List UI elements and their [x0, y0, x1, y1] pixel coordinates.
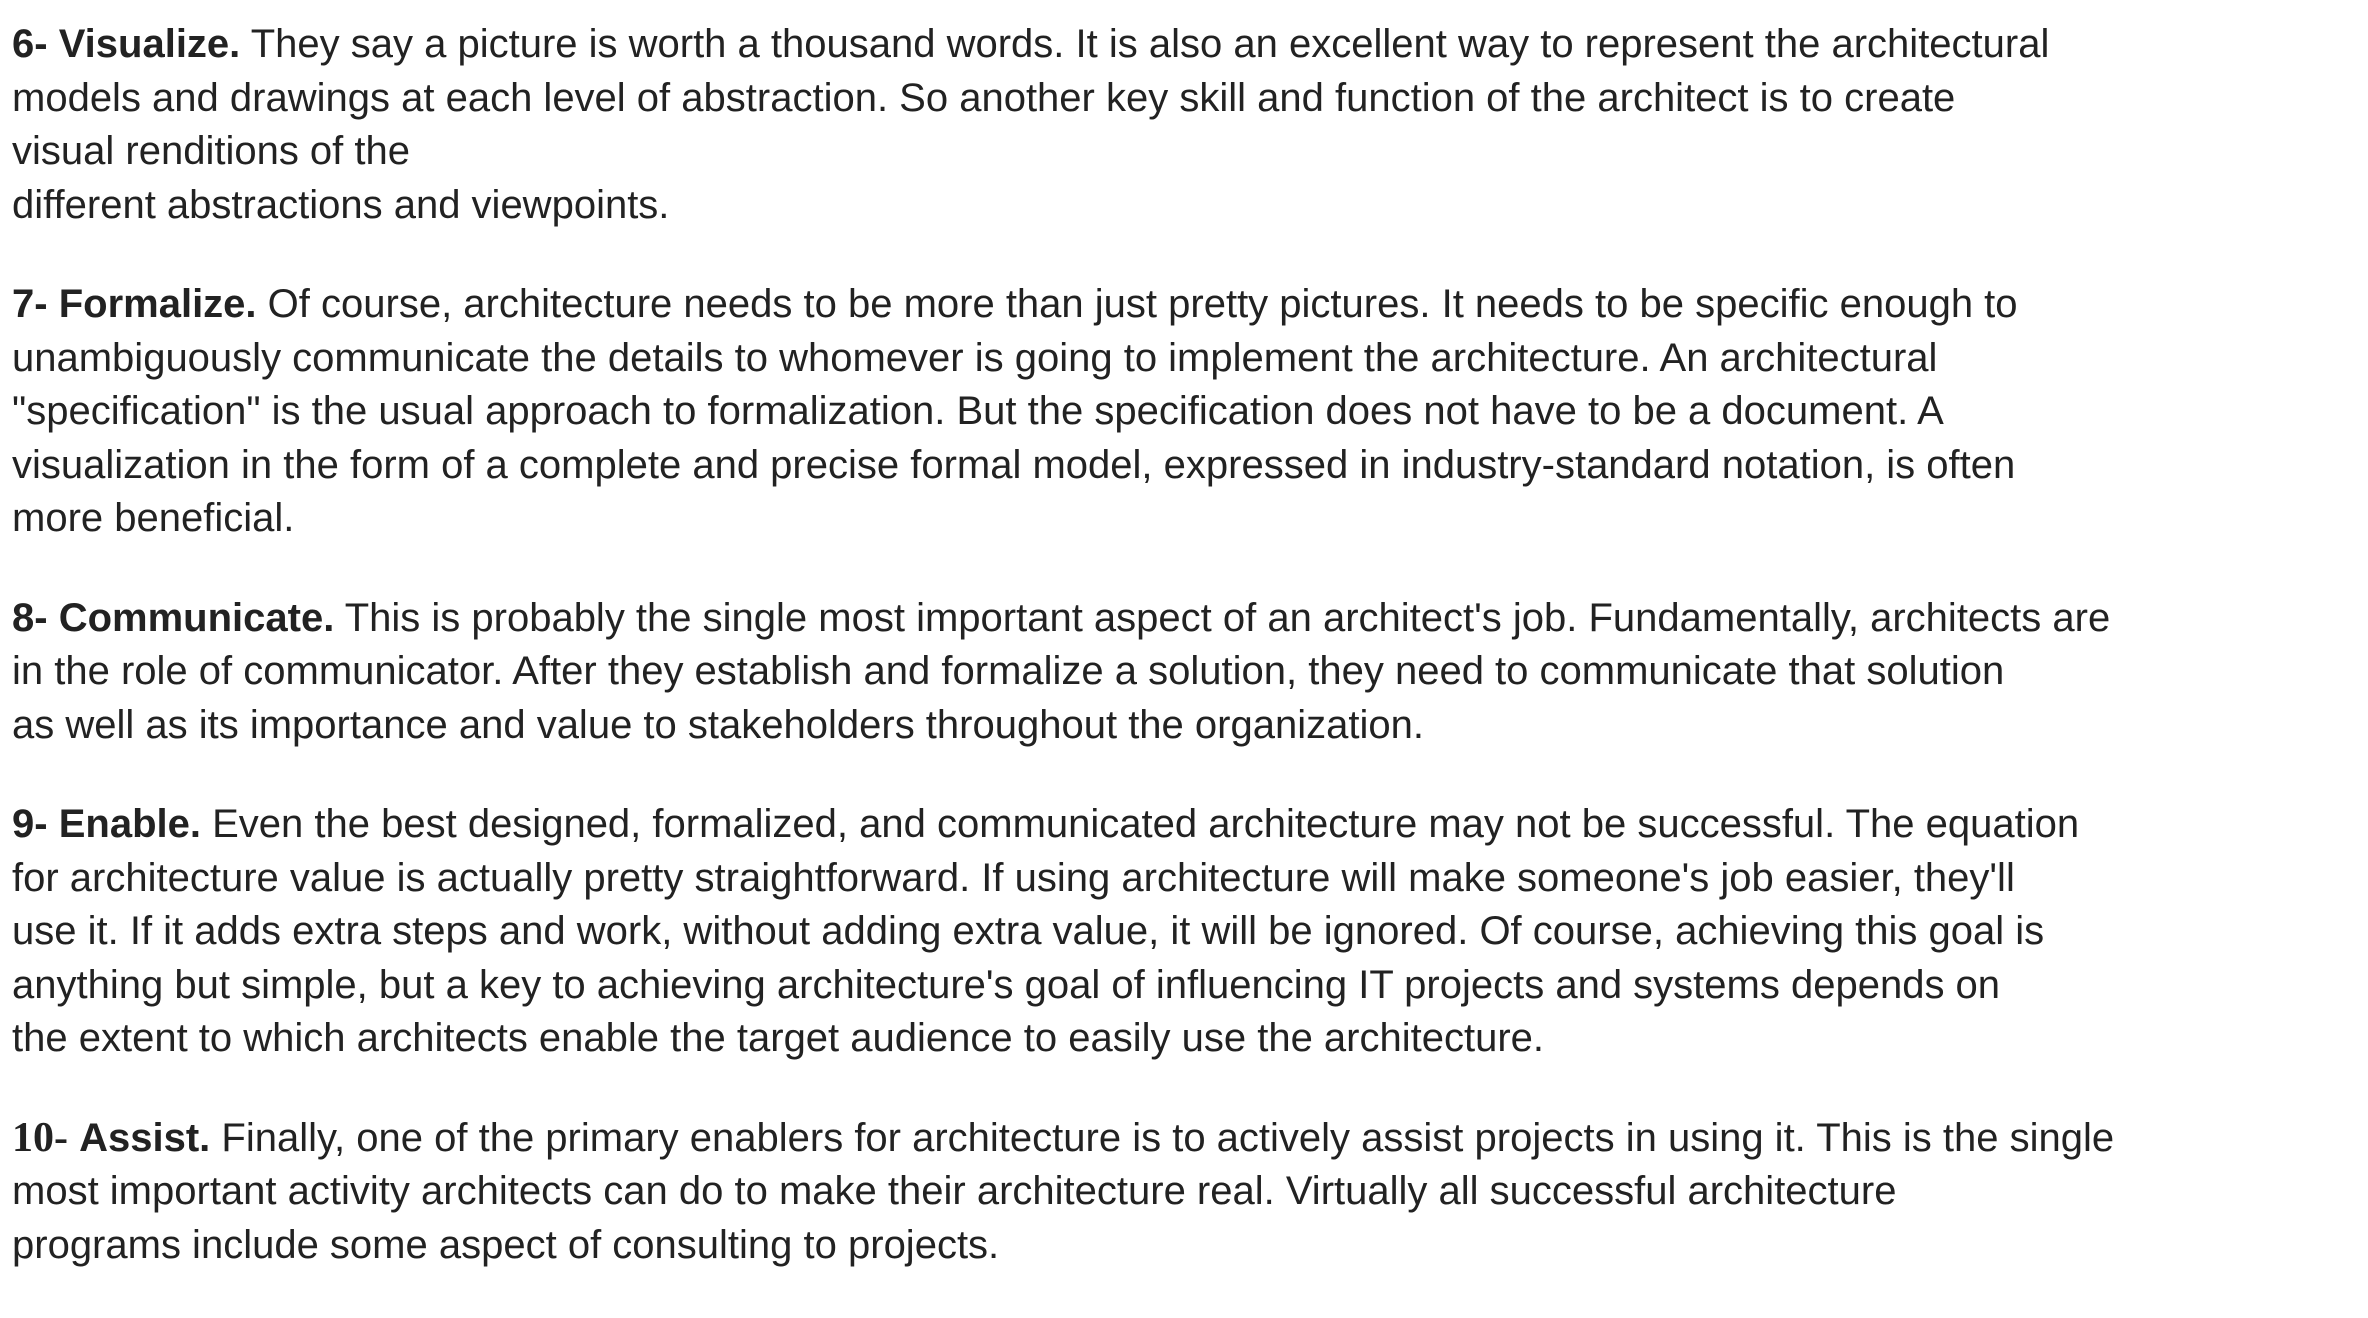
- list-item-communicate: [12, 592, 2352, 753]
- item-text-line: as well as its importance and value to stakeholders throughout the organization.: [12, 702, 1424, 747]
- item-text-line: different abstractions and viewpoints.: [12, 182, 670, 227]
- list-item-formalize: [12, 278, 2352, 546]
- item-text-line: more beneficial.: [12, 496, 295, 540]
- item-term: Communicate.: [58, 595, 335, 640]
- item-number: 10-: [12, 1114, 68, 1161]
- document-body: [12, 18, 2352, 1318]
- item-text-line: Finally, one of the primary enablers for architecture is to actively assist projects in using it. This is the single: [221, 1115, 2115, 1160]
- list-item-enable: [12, 798, 2352, 1066]
- item-term: Assist.: [79, 1115, 211, 1160]
- item-term: Visualize.: [58, 22, 241, 66]
- item-text-line: most important activity architects can do to make their architecture real. Virtually all successful architecture: [12, 1169, 1897, 1213]
- item-number: 7-: [12, 282, 48, 326]
- item-number: 6-: [12, 22, 48, 66]
- item-text-line: visualization in the form of a complete and precise formal model, expressed in industry-standard notation, is often: [12, 442, 2016, 487]
- item-text-line: "specification" is the usual approach to formalization. But the specification does not have to be a document. A: [12, 389, 1944, 433]
- item-text-line: use it. If it adds extra steps and work, without adding extra value, it will be ignored. Of course, achieving this goal is: [12, 909, 2045, 953]
- item-text-line: in the role of communicator. After they establish and formalize a solution, they need to communicate that solution: [12, 649, 2005, 693]
- item-text-line: anything but simple, but a key to achieving architecture's goal of influencing IT projects and systems depends on: [12, 962, 2001, 1007]
- item-text-line: They say a picture is worth a thousand words. It is also an excellent way to represent the architectural: [250, 22, 2050, 66]
- item-text-line: Of course, architecture needs to be more than just pretty pictures. It needs to be specific enough to: [267, 282, 2018, 326]
- list-item-visualize: [12, 18, 2352, 232]
- item-text-line: unambiguously communicate the details to whomever is going to implement the architecture. An architectural: [12, 335, 1938, 380]
- item-text-line: the extent to which architects enable the target audience to easily use the architecture.: [12, 1016, 1545, 1060]
- item-text-line: This is probably the single most important aspect of an architect's job. Fundamentally, architects are: [344, 595, 2111, 640]
- item-number: 8-: [12, 595, 48, 640]
- item-text-line: Even the best designed, formalized, and communicated architecture may not be successful. The equation: [212, 802, 2080, 846]
- item-text-line: programs include some aspect of consulting to projects.: [12, 1222, 1000, 1267]
- item-text-line: models and drawings at each level of abstraction. So another key skill and function of the architect is to create: [12, 75, 1956, 120]
- item-term: Enable.: [58, 802, 201, 846]
- item-number: 9-: [12, 802, 48, 846]
- list-item-assist: [12, 1112, 2352, 1273]
- item-term: Formalize.: [58, 282, 257, 326]
- item-text-line: visual renditions of the: [12, 129, 411, 173]
- item-text-line: for architecture value is actually pretty straightforward. If using architecture will make someone's job easier, they'll: [12, 855, 2015, 900]
